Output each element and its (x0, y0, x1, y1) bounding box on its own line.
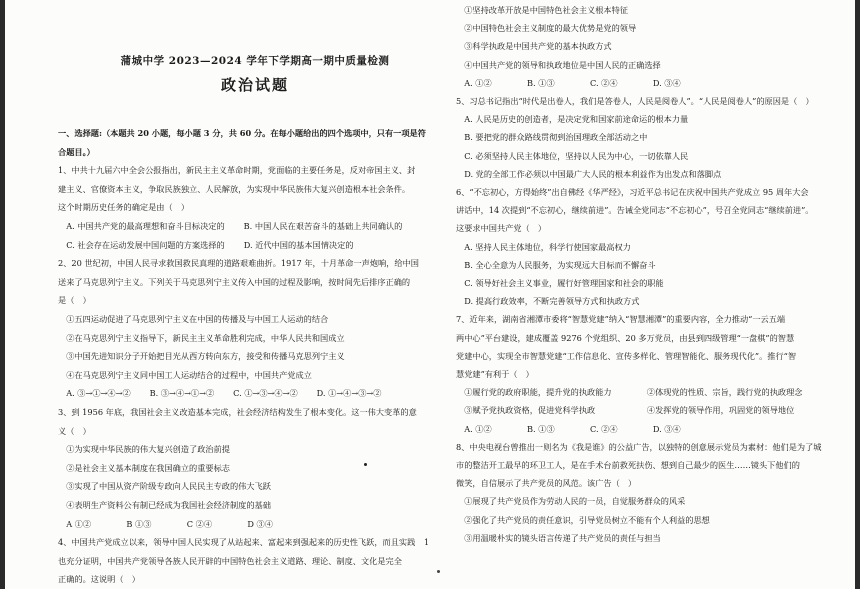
left-column (60, 0, 450, 589)
text-line: 4、中国共产党成立以来，领导中国人民实现了从站起来、富起来到强起来的历史性飞跃，而且实践 (58, 537, 416, 548)
text-line: 党建中心，实现全市智慧党建“工作信息化、宣传多样化、管理智能化、服务现代化”。推行“智 (456, 350, 797, 361)
text-line: D. 党的全部工作必须以中国最广大人民的根本利益作为出发点和落脚点 (456, 168, 722, 179)
text-line: 2、20 世纪初，中国人民寻求救国救民真理的道路艰难曲折。1917 年，十月革命一声炮响，给中国 (58, 258, 419, 269)
text-line: ③用温暖朴实的镜头语言传递了共产党员的责任与担当 (456, 532, 661, 543)
text-line: 也充分证明，中国共产党领导各族人民开辟的中国特色社会主义道路、理论、制度、文化是完全 (58, 555, 402, 566)
text-line: C. 必须坚持人民主体地位，坚持以人民为中心，一切依靠人民 (456, 150, 689, 161)
text-line: 一、选择题:（本题共 20 小题，每小题 3 分，共 60 分。在每小题给出的四个选项中，只有一项是符 (58, 128, 426, 138)
text-line: 慧党建”有利于（ ） (456, 369, 534, 379)
text-line: A ①② B ①③ C ②④ D ③④ (58, 518, 273, 529)
text-line: 6、“不忘初心，方得始终”出自佛经《华严经》，习近平总书记在庆祝中国共产党成立 95 周年大会 (456, 187, 809, 197)
text-line: 义（ ） (58, 425, 91, 436)
text-line: 7、近年来，湖南省湘潭市委将“智慧党建”纳入“智慧湘潭”的重要内容，全力推动“一云五端 (456, 314, 786, 325)
scan-speck (364, 463, 367, 466)
text-line: ①坚持改革开放是中国特色社会主义根本特征 (456, 5, 628, 15)
text-line: C. 领导好社会主义事业，履行好管理国家和社会的职能 (456, 278, 664, 288)
text-line: ②是社会主义基本制度在我国确立的重要标志 (58, 462, 230, 473)
text-line: ②强化了共产党员的责任意识，引导党员树立不能有个人利益的思想 (456, 514, 710, 525)
text-line: 这个时期历史任务的确定是由（ ） (58, 202, 190, 213)
text-line: 合题目。） (58, 146, 95, 157)
text-line: B. 要把党的群众路线贯彻到治国理政全部活动之中 (456, 132, 648, 143)
subject-title: 政治试题 (220, 76, 289, 94)
text-line: A. 中国共产党的最高理想和奋斗目标决定的 B. 中国人民在艰苦奋斗的基础上共同确认的 (58, 221, 403, 231)
text-line: C. 社会存在运动发展中国问题的方案选择的 D. 近代中国的基本国情决定的 (58, 239, 354, 250)
scan-speck (437, 570, 440, 573)
scan-edge-left (0, 0, 5, 589)
text-line: ①展现了共产党员作为劳动人民的一员，自觉服务群众的风采 (456, 496, 686, 507)
text-line: ③中国先进知识分子开始把目光从西方转向东方，接受和传播马克思列宁主义 (58, 351, 345, 362)
text-line: ③实现了中国从资产阶级专政向人民民主专政的伟大飞跃 (58, 481, 271, 492)
text-line: 微笑，自信展示了共产党员的风范。该广告（ ） (456, 478, 637, 489)
school-title: 蒲城中学 2023—2024 学年下学期高一期中质量检测 (120, 55, 390, 67)
text-line: ①为实现中华民族的伟大复兴创造了政治前提 (58, 444, 230, 455)
text-line: D. 提高行政效率，不断完善领导方式和执政方式 (456, 296, 640, 307)
text-line: ④在马克思列宁主义同中国工人运动结合的过程中，中国共产党成立 (58, 369, 312, 380)
text-line: ③赋予党执政资格，促进党科学执政 ④发挥党的领导作用，巩固党的领导地位 (456, 405, 795, 416)
text-line: 讲话中，14 次提到“不忘初心，继续前进”。告诫全党同志“不忘初心”，号召全党同志“继续前进”。 (456, 205, 814, 216)
scan-edge-right (855, 0, 860, 589)
text-line: ②在马克思列宁主义指导下，新民主主义革命胜利完成，中华人民共和国成立 (58, 332, 345, 343)
text-line: A. 人民是历史的创造者，是决定党和国家前途命运的根本力量 (456, 114, 689, 125)
text-line: ④中国共产党的领导和执政地位是中国人民的正确选择 (456, 59, 661, 70)
text-line: 送来了马克思列宁主义。下列关于马克思列宁主义传入中国的过程及影响，按时间先后排序正确的 (58, 276, 411, 287)
text-line: 3、到 1956 年底，我国社会主义改造基本完成，社会经济结构发生了根本变化。这一伟大变革的意 (58, 407, 417, 417)
text-line: A. 坚持人民主体地位，科学行使国家最高权力 (456, 241, 631, 252)
text-line: ④表明生产资料公有制已经成为我国社会经济制度的基础 (58, 500, 271, 510)
page-number: 1 (424, 538, 430, 547)
text-line: 1、中共十九届六中全会公报指出，新民主主义革命时期，党面临的主要任务是，反对帝国主义、封 (58, 165, 416, 176)
text-line: 8、中央电视台曾推出一则名为《我是谁》的公益广告，以独特的创意展示党员为素材：他们是为了城 (456, 441, 822, 452)
text-line: A. ①② B. ①③ C. ②④ D. ③④ (456, 423, 681, 434)
text-line: 5、习总书记指出“时代是出卷人，我们是答卷人，人民是阅卷人”。“人民是阅卷人”的原因是（ ） (456, 96, 814, 106)
text-line: B. 全心全意为人民服务，为实现远大目标而不懈奋斗 (456, 259, 656, 270)
right-column (458, 0, 848, 589)
text-line: 这要求中国共产党（ ） (456, 223, 547, 234)
text-line: ③科学执政是中国共产党的基本执政方式 (456, 41, 612, 52)
text-line: A. ③→①→④→② B. ③→④→①→② C. ①→③→④→② D. ①→④→③→② (58, 388, 382, 399)
text-line: ①履行党的政府职能，提升党的执政能力 ②体现党的性质、宗旨，践行党的执政理念 (456, 387, 803, 398)
text-line: 建主义、官僚资本主义，争取民族独立、人民解放，为实现中华民族伟大复兴创造根本社会条件。 (58, 183, 411, 194)
text-line: 市的整洁开工最早的环卫工人，是在手术台前救死扶伤、想到自己最少的医生……镜头下他们的 (456, 460, 800, 470)
text-line: A. ①② B. ①③ C. ②④ D. ③④ (456, 77, 681, 88)
text-line: 是（ ） (58, 295, 91, 306)
text-line: ②中国特色社会主义制度的最大优势是党的领导 (456, 23, 637, 34)
text-line: ①五四运动促进了马克思列宁主义在中国的传播及与中国工人运动的结合 (58, 314, 329, 324)
text-line: 正确的。这说明（ ） (58, 574, 140, 585)
text-line: 两中心”平台建设，建成覆盖 9276 个党组织、20 多万党员，由县到四级管理“一盘棋”的智慧 (456, 332, 795, 343)
